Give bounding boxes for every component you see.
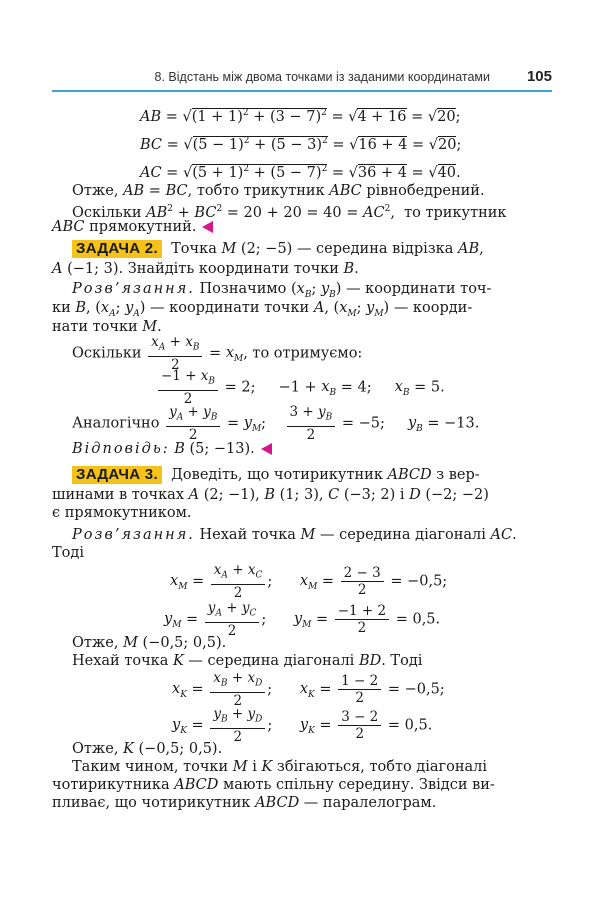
formula-bc: BC = $√(5 - 1)^2 + (5 - 3)^2 = √16 + 4 = √20$; (140, 136, 462, 153)
conclusion-3: ABC прямокутний. (52, 218, 213, 236)
task3-sol1: Розв’язання. Нехай точка M — середина діагоналі AC. (72, 527, 517, 543)
formula-ab: AB = $√(1 + 1)^2 + (3 - 7)^2 = √4 + 16 = √20$; (140, 108, 461, 125)
task2-sol2: ки B, ($x_A$; $y_A$) — координати точки A, ($x_M$; $y_M$) — коорди- (52, 300, 473, 319)
task3-k-intro: Нехай точка K — середина діагоналі BD. Тоді (72, 653, 423, 669)
conclusion-2: Оскільки $AB^2 + BC^2 = 20 + 20 = 40 = AC^2$, то трикутник (72, 204, 507, 221)
task3-final3: пливає, що чотирикутник ABCD — паралелограм. (52, 795, 437, 811)
task3-text3: є прямокутником. (52, 505, 192, 521)
task3-final2: чотирикутника ABCD мають спільну середину. Звідси ви- (52, 777, 495, 793)
task3-then: Тоді (52, 545, 84, 561)
header-title: 8. Відстань між двома точками із заданими координатами (154, 70, 490, 84)
task2-eq-x: $\frac{-1 + x_B}{2}$ = 2; $-1 + x_B = 4$; $x_B = 5$. (156, 368, 445, 407)
task3-yk: $y_K$ = $\frac{y_B + y_D}{2}$ ; $y_K$ = $\frac{3 - 2}{2}$ = 0,5. (172, 706, 433, 745)
task3-m-result: Отже, M (−0,5; 0,5). (72, 635, 227, 651)
end-marker-icon (261, 443, 272, 455)
task3-heading: ЗАДАЧА 3. Доведіть, що чотирикутник ABCD з вер- (72, 466, 480, 484)
task2-sol3: нати точки M. (52, 319, 162, 335)
task2-text2: A (−1; 3). Знайдіть координати точки B. (52, 261, 359, 277)
task3-xm: $x_M$ = $\frac{x_A + x_C}{2}$ ; $x_M$ = $\frac{2 - 3}{2}$ = −0,5; (170, 562, 448, 601)
task3-xk: $x_K$ = $\frac{x_B + x_D}{2}$ ; $x_K$ = $\frac{1 - 2}{2}$ = −0,5; (172, 670, 445, 709)
task3-final1: Таким чином, точки M і K збігаються, тобто діагоналі (72, 759, 488, 775)
header-rule (52, 90, 552, 92)
formula-ac: AC = $√(5 + 1)^2 + (5 - 7)^2 = √36 + 4 = √40$. (140, 164, 461, 181)
conclusion-1: Отже, AB = BC, тобто трикутник ABC рівнобедрений. (72, 183, 485, 199)
task3-text2: шинами в точках A (2; −1), B (1; 3), C (−3; 2) і D (−2; −2) (52, 487, 489, 503)
task3-ym: $y_M$ = $\frac{y_A + y_C}{2}$ ; $y_M$ = $\frac{-1 + 2}{2}$ = 0,5. (164, 600, 441, 639)
page-number: 105 (526, 68, 552, 85)
task2-since: Оскільки $\frac{x_A + x_B}{2}$ = $x_M$, то отримуємо: (72, 334, 363, 373)
task2-sol1: Розв’язання. Позначимо ($x_B$; $y_B$) — координати точ- (72, 281, 492, 300)
task2-eq-y: Аналогічно $\frac{y_A + y_B}{2}$ = $y_M$; $\frac{3 + y_B}{2}$ = −5; $y_B = -13$. (72, 404, 480, 443)
end-marker-icon (202, 221, 213, 233)
task3-badge: ЗАДАЧА 3. (72, 466, 162, 484)
task2-badge: ЗАДАЧА 2. (72, 240, 162, 258)
task2-heading: ЗАДАЧА 2. Точка M (2; −5) — середина відрізка AB, (72, 240, 484, 258)
page-header (52, 66, 552, 90)
task3-k-result: Отже, K (−0,5; 0,5). (72, 741, 223, 757)
task2-answer: Відповідь: B (5; −13). (72, 440, 272, 458)
